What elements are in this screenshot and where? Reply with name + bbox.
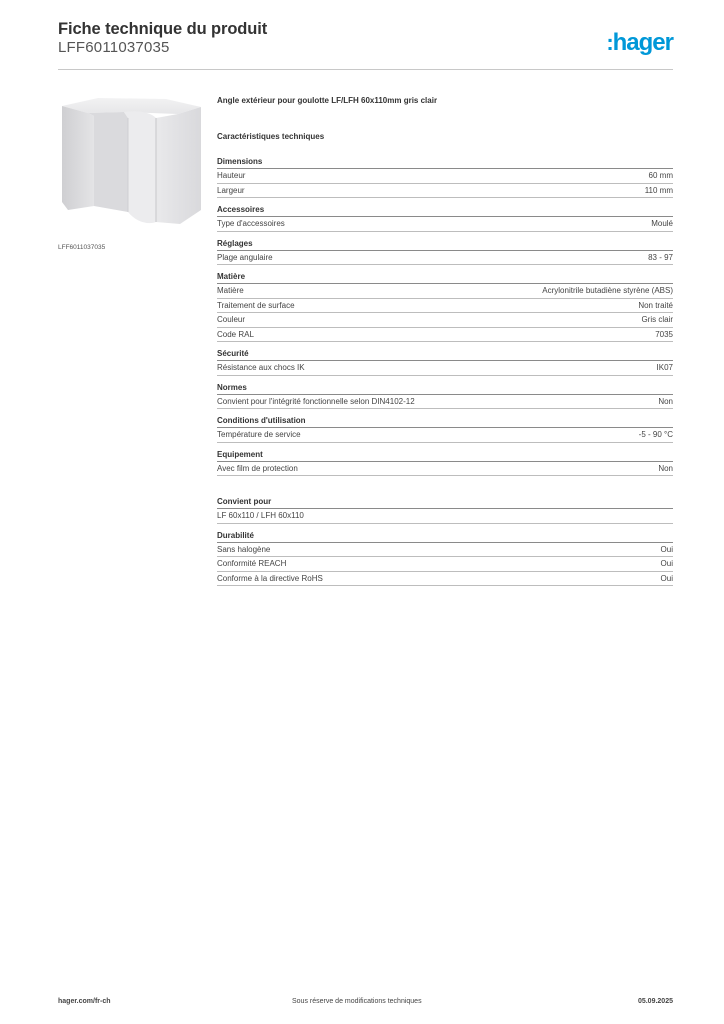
group-durabilite (217, 529, 673, 587)
footer-website-link[interactable]: hager.com/fr-ch (58, 998, 111, 1005)
spec-value: Oui (660, 573, 673, 583)
spec-row (217, 572, 673, 587)
spec-label: Largeur (217, 185, 245, 195)
spec-label: Matière (217, 286, 244, 295)
group-accessoires (217, 203, 673, 232)
spec-value: 110 mm (644, 185, 673, 195)
spec-label: Hauteur (217, 171, 246, 180)
hager-logo: :hager (606, 29, 673, 56)
group-title: Matière (217, 270, 673, 284)
spec-row (217, 462, 673, 477)
spec-row (217, 395, 673, 410)
spec-label: Couleur (217, 315, 246, 324)
spec-value: IK07 (656, 363, 673, 372)
spec-row (217, 299, 673, 314)
spec-label: Code RAL (217, 329, 254, 339)
group-title: Accessoires (217, 203, 673, 217)
group-convient-pour (217, 495, 673, 524)
spec-value: Oui (660, 559, 673, 568)
spec-label: LF 60x110 / LFH 60x110 (217, 511, 304, 520)
spec-label: Température de service (217, 430, 301, 439)
spec-row (217, 543, 673, 558)
product-reference: LFF6011037035 (58, 39, 170, 56)
spec-label: Plage angulaire (217, 252, 273, 262)
section-title: Caractéristiques techniques (217, 132, 325, 141)
spec-value: Acrylonitrile butadiène styrène (ABS) (542, 286, 673, 295)
product-image (58, 94, 204, 237)
footer-date: 05.09.2025 (637, 998, 673, 1005)
spec-value: Non (658, 463, 673, 473)
spec-label: Conformité REACH (217, 559, 287, 568)
spec-value: Moulé (651, 219, 673, 228)
spec-row (217, 313, 673, 328)
spec-value: Oui (660, 544, 673, 554)
spec-label: Type d'accessoires (217, 219, 285, 228)
technical-content (217, 96, 673, 591)
group-securite (217, 347, 673, 376)
spec-row (217, 557, 673, 572)
group-title: Dimensions (217, 155, 673, 169)
footer-notice: Sous réserve de modifications techniques (292, 998, 422, 1005)
spec-value: -5 - 90 °C (638, 430, 673, 439)
group-title: Durabilité (217, 529, 673, 543)
spec-row (217, 428, 673, 443)
group-title: Convient pour (217, 495, 673, 509)
spec-row (217, 328, 673, 343)
spec-row (217, 184, 673, 199)
image-caption: LFF6011037035 (58, 244, 106, 251)
group-reglages (217, 237, 673, 266)
spec-row (217, 251, 673, 266)
group-conditions (217, 414, 673, 443)
spec-row (217, 169, 673, 184)
spec-label: Sans halogène (217, 544, 271, 554)
group-normes (217, 381, 673, 410)
document-title: Fiche technique du produit (58, 20, 268, 38)
spec-value: Non (658, 396, 673, 406)
spec-label: Avec film de protection (217, 463, 298, 473)
group-title: Conditions d'utilisation (217, 414, 673, 428)
spec-value: 7035 (655, 329, 673, 339)
spec-label: Résistance aux chocs IK (217, 363, 305, 372)
spec-value: 83 - 97 (648, 252, 673, 262)
page-header (58, 20, 673, 70)
group-title: Sécurité (217, 347, 673, 361)
group-equipement (217, 448, 673, 477)
spec-value: Gris clair (641, 315, 673, 324)
group-title: Equipement (217, 448, 673, 462)
group-title: Réglages (217, 237, 673, 251)
group-matiere (217, 270, 673, 342)
spec-row (217, 509, 673, 524)
spec-value: Non traité (638, 300, 673, 310)
spec-label: Convient pour l'intégrité fonctionnelle selon DIN4102-12 (217, 396, 415, 406)
product-description: Angle extérieur pour goulotte LF/LFH 60x110mm gris clair (217, 96, 438, 105)
spec-row (217, 217, 673, 232)
group-title: Normes (217, 381, 673, 395)
spec-label: Traitement de surface (217, 300, 295, 310)
spec-value: 60 mm (648, 171, 673, 180)
group-dimensions (217, 155, 673, 198)
spec-row (217, 284, 673, 299)
spec-row (217, 361, 673, 376)
spec-label: Conforme à la directive RoHS (217, 573, 323, 583)
